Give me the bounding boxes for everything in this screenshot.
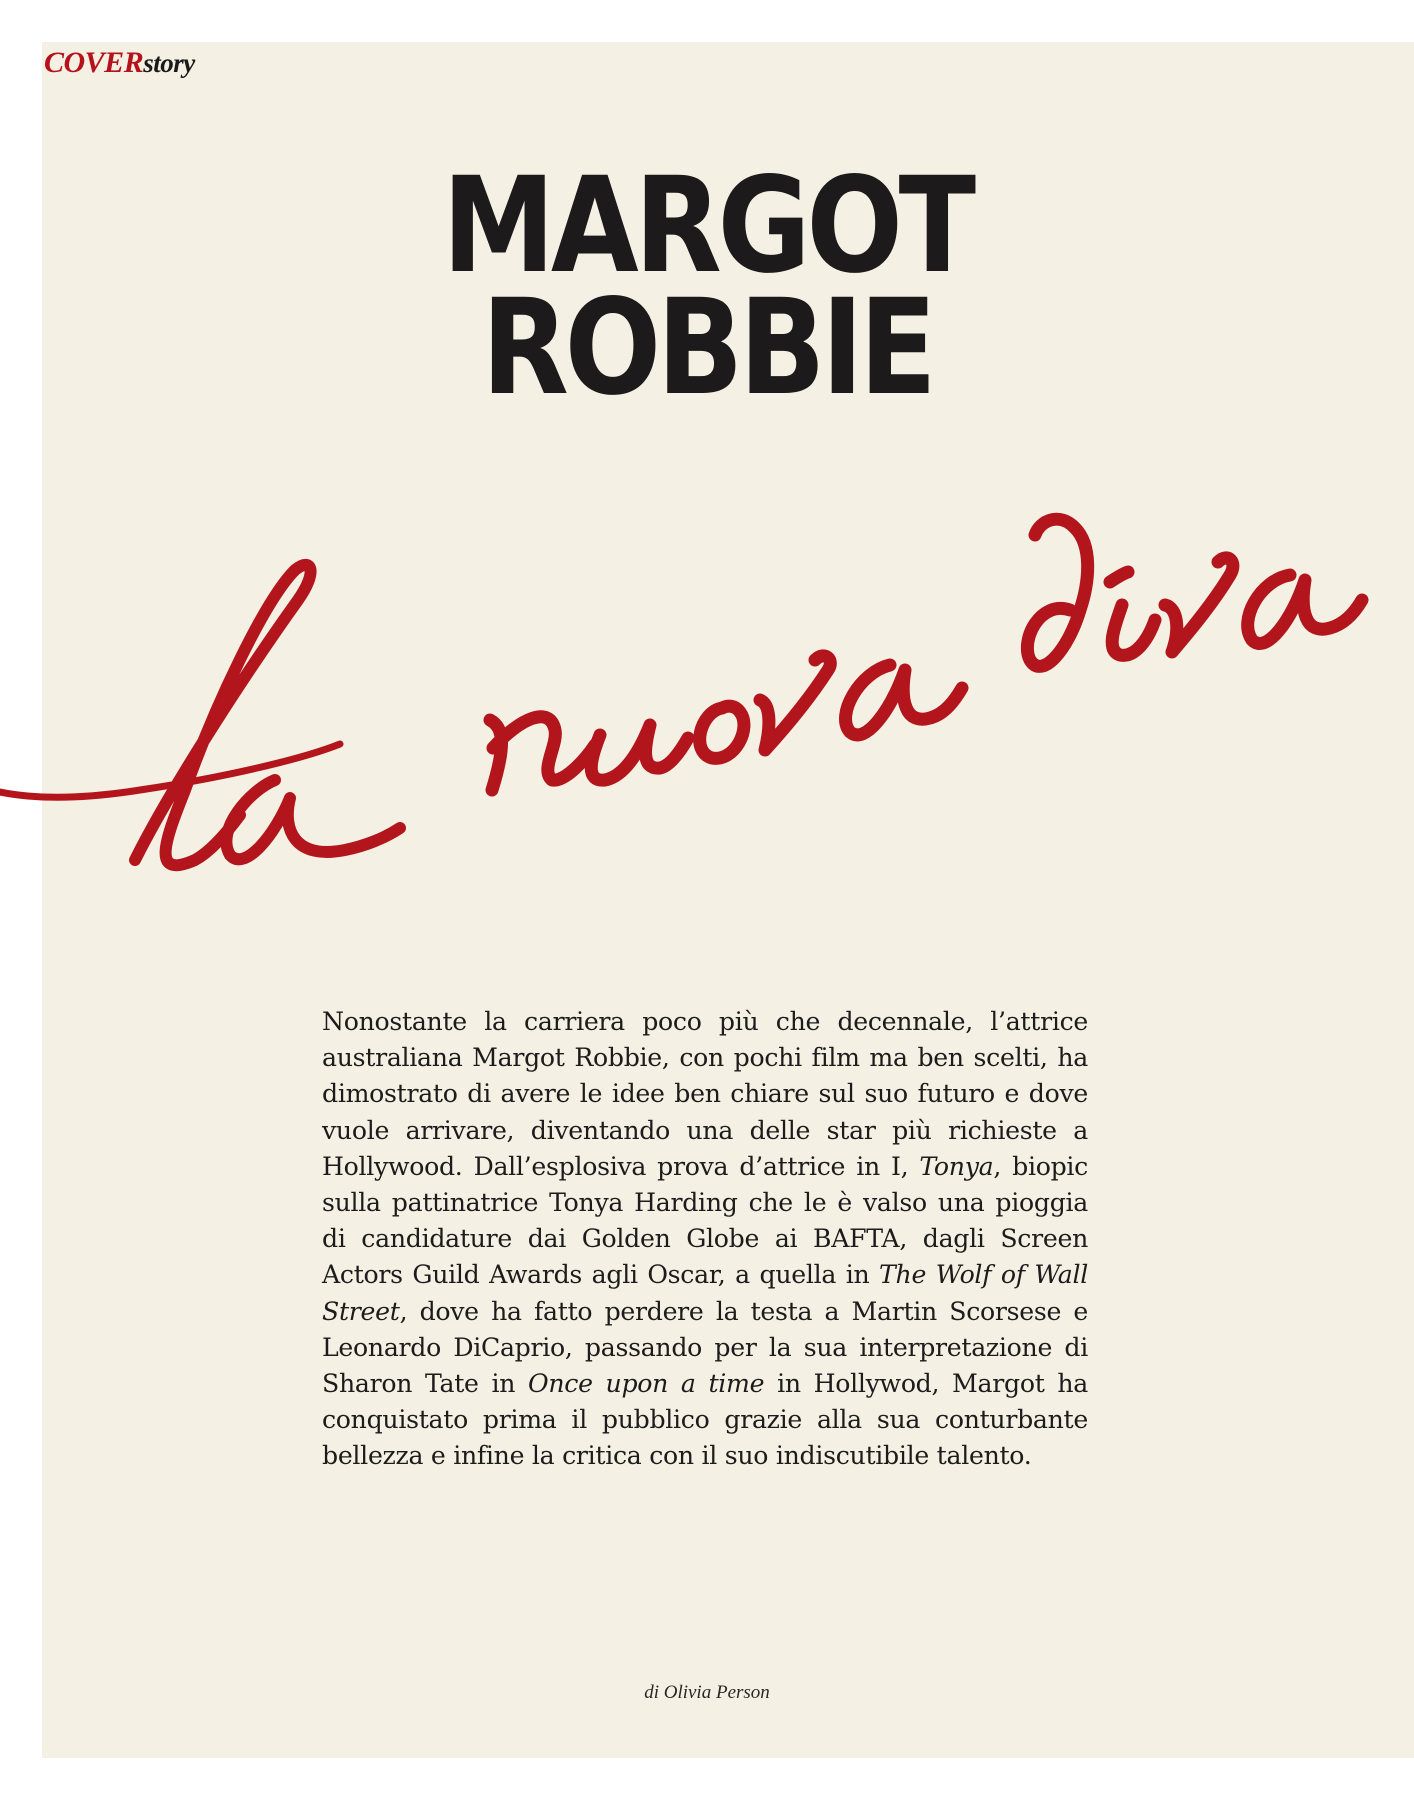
headline-first-name: MARGOT: [442, 149, 972, 303]
film-title-wolf-of-wall-street: The Wolf of Wall Street: [322, 1260, 1088, 1326]
section-label-cover: COVER: [44, 46, 144, 79]
script-letter-o: [700, 706, 744, 758]
film-title-once-upon-a-time: Once upon a time: [528, 1369, 765, 1399]
script-letter-v-2: [1165, 558, 1233, 652]
script-letter-n: [490, 717, 595, 790]
script-letter-d: [1027, 519, 1087, 666]
section-label: [44, 46, 195, 80]
film-title-tonya: Tonya: [919, 1151, 994, 1181]
article-text-2: , biopic sulla pattinatrice Tonya Harding che le è valso una pioggia di candidature dai Golden Globe ai BAFTA, dagli Screen Actors Guild Awards agli Oscar, a quella in: [322, 1151, 1088, 1290]
script-letter-a-1: [226, 780, 400, 859]
script-letter-a-3: [1248, 575, 1362, 644]
article-text-1: Nonostante la carriera poco più che decennale, l’attrice australiana Margot Robbie, con pochi film ma ben scelti, ha dimostrato di avere le idee ben chiare sul suo futuro e dove vuole arrivare, diventando una delle star più richieste a Hollywood. Dall’esplosiva prova d’attrice in I,: [322, 1007, 1088, 1181]
script-letter-i: [1110, 572, 1155, 655]
headline-last-name: ROBBIE: [481, 271, 933, 425]
section-label-story: story: [143, 48, 195, 78]
script-letter-a-2: [846, 665, 962, 735]
script-letter-v: [760, 656, 830, 750]
article-text-4: in Hollywod, Margot ha conquistato prima il pubblico grazie alla sua conturbante bellezza e infine la critica con il suo indiscutibile talento.: [322, 1369, 1088, 1471]
article-text-3: , dove ha fatto perdere la testa a Martin Scorsese e Leonardo DiCaprio, passando per la sua interpretazione di Sharon Tate in: [322, 1296, 1088, 1399]
byline: di Olivia Person: [644, 1682, 770, 1703]
script-letter-u: [591, 725, 688, 780]
script-subtitle-la-nuova-diva: [0, 500, 1414, 900]
article-intro: [322, 1004, 1088, 1475]
